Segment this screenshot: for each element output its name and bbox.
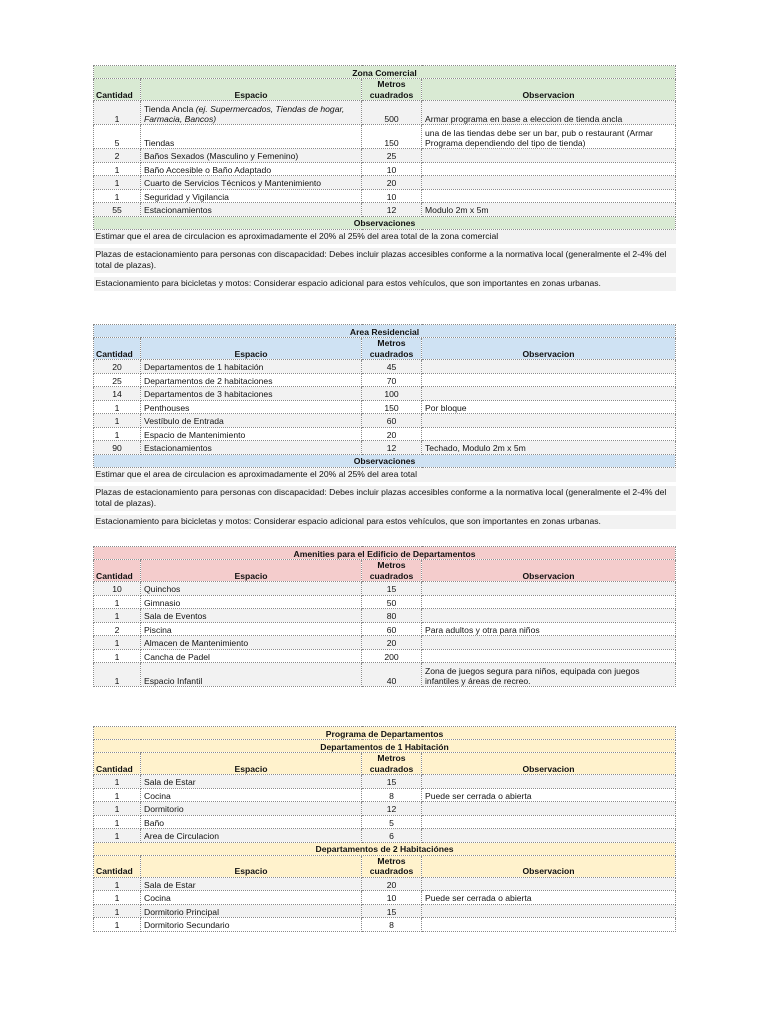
table-title: Area Residencial [94, 325, 676, 338]
table-row: 2 Piscina 60 Para adultos y otra para niños [94, 622, 676, 636]
table-row: 1 Espacio de Mantenimiento 20 [94, 427, 676, 441]
table-row: 1 Sala de Eventos 80 [94, 609, 676, 623]
table-row: 1 Gimnasio 50 [94, 595, 676, 609]
header-obs: Observacion [422, 338, 676, 360]
table-row: 10 Quinchos 15 [94, 582, 676, 596]
header-qty: Cantidad [94, 338, 141, 360]
table-row: 90 Estacionamientos 12 Techado, Modulo 2m x 5m [94, 441, 676, 455]
header-obs: Observacion [422, 753, 676, 775]
table-row: 1 Dormitorio Secundario 8 [94, 918, 676, 932]
commercial-zone-table [93, 65, 675, 291]
note-bike-parking: Estacionamiento para bicicletas y motos: Considerar espacio adicional para estos vehículos, que son importantes en zonas urbanas. [94, 515, 676, 529]
table-row: 2 Baños Sexados (Masculino y Femenino) 25 [94, 149, 676, 163]
header-obs: Observacion [422, 79, 676, 101]
header-qty: Cantidad [94, 560, 141, 582]
table-row: 1 Tienda Ancla (ej. Supermercados, Tiendas de hogar, Farmacia, Bancos) 500 Armar programa en base a eleccion de tienda ancla [94, 101, 676, 125]
table-row: 1 Espacio Infantil 40 Zona de juegos segura para niños, equipada con juegos infantiles y áreas de recreo. [94, 663, 676, 687]
table-row: 1 Dormitorio Principal 15 [94, 904, 676, 918]
table-row: 1 Seguridad y Vigilancia 10 [94, 189, 676, 203]
table-row: 25 Departamentos de 2 habitaciones 70 [94, 373, 676, 387]
header-m2: Metros cuadrados [362, 338, 422, 360]
table-row: 1 Cocina 10 Puede ser cerrada o abierta [94, 891, 676, 905]
header-m2: Metros cuadrados [362, 855, 422, 877]
table-row: 5 Tiendas 150 una de las tiendas debe ser un bar, pub o restaurant (Armar Programa dependiendo del tipo de tienda) [94, 125, 676, 149]
subtable-title-2-bedroom: Departamentos de 2 Habitaciónes [94, 842, 676, 855]
table-row: 1 Cocina 8 Puede ser cerrada o abierta [94, 788, 676, 802]
table-row: 55 Estacionamientos 12 Modulo 2m x 5m [94, 203, 676, 217]
header-qty: Cantidad [94, 855, 141, 877]
amenities-table [93, 546, 675, 687]
table-title: Amenities para el Edificio de Departamentos [94, 547, 676, 560]
header-space: Espacio [141, 855, 362, 877]
header-obs: Observacion [422, 855, 676, 877]
subtable-title-1-bedroom: Departamentos de 1 Habitación [94, 740, 676, 753]
note-accessible-parking: Plazas de estacionamiento para personas con discapacidad: Debes incluir plazas accesibles conforme a la normativa local (generalmente el 2-4% del total de plazas). [94, 248, 676, 273]
header-qty: Cantidad [94, 79, 141, 101]
table-row: 1 Sala de Estar 15 [94, 775, 676, 789]
header-m2: Metros cuadrados [362, 79, 422, 101]
table-row: 1 Area de Circulacion 6 [94, 829, 676, 843]
table-row: 1 Sala de Estar 20 [94, 877, 676, 891]
table-row: 1 Vestíbulo de Entrada 60 [94, 414, 676, 428]
table-row: 1 Dormitorio 12 [94, 802, 676, 816]
table-row: 1 Penthouses 150 Por bloque [94, 400, 676, 414]
header-obs: Observacion [422, 560, 676, 582]
apartments-program-table [93, 726, 675, 932]
header-m2: Metros cuadrados [362, 753, 422, 775]
note-circulation: Estimar que el area de circulacion es aproximadamente el 20% al 25% del area total de la zona comercial [94, 229, 676, 244]
note-accessible-parking: Plazas de estacionamiento para personas con discapacidad: Debes incluir plazas accesibles conforme a la normativa local (generalmente el 2-4% del total de plazas). [94, 486, 676, 511]
residential-area-table [93, 324, 675, 529]
table-row: 1 Cuarto de Servicios Técnicos y Mantenimiento 20 [94, 176, 676, 190]
header-m2: Metros cuadrados [362, 560, 422, 582]
table-title: Zona Comercial [94, 66, 676, 79]
header-space: Espacio [141, 753, 362, 775]
header-space: Espacio [141, 79, 362, 101]
header-space: Espacio [141, 560, 362, 582]
note-bike-parking: Estacionamiento para bicicletas y motos: Considerar espacio adicional para estos vehículos, que son importantes en zonas urbanas. [94, 277, 676, 291]
note-circulation: Estimar que el area de circulacion es aproximadamente el 20% al 25% del area total [94, 467, 676, 482]
table-row: 14 Departamentos de 3 habitaciones 100 [94, 387, 676, 401]
observations-title: Observaciones [94, 216, 676, 229]
observations-title: Observaciones [94, 454, 676, 467]
header-space: Espacio [141, 338, 362, 360]
table-row: 1 Cancha de Padel 200 [94, 649, 676, 663]
table-row: 1 Baño Accesible o Baño Adaptado 10 [94, 162, 676, 176]
table-row: 1 Baño 5 [94, 815, 676, 829]
table-row: 20 Departamentos de 1 habitación 45 [94, 360, 676, 374]
header-qty: Cantidad [94, 753, 141, 775]
table-row: 1 Almacen de Mantenimiento 20 [94, 636, 676, 650]
table-title: Programa de Departamentos [94, 727, 676, 740]
